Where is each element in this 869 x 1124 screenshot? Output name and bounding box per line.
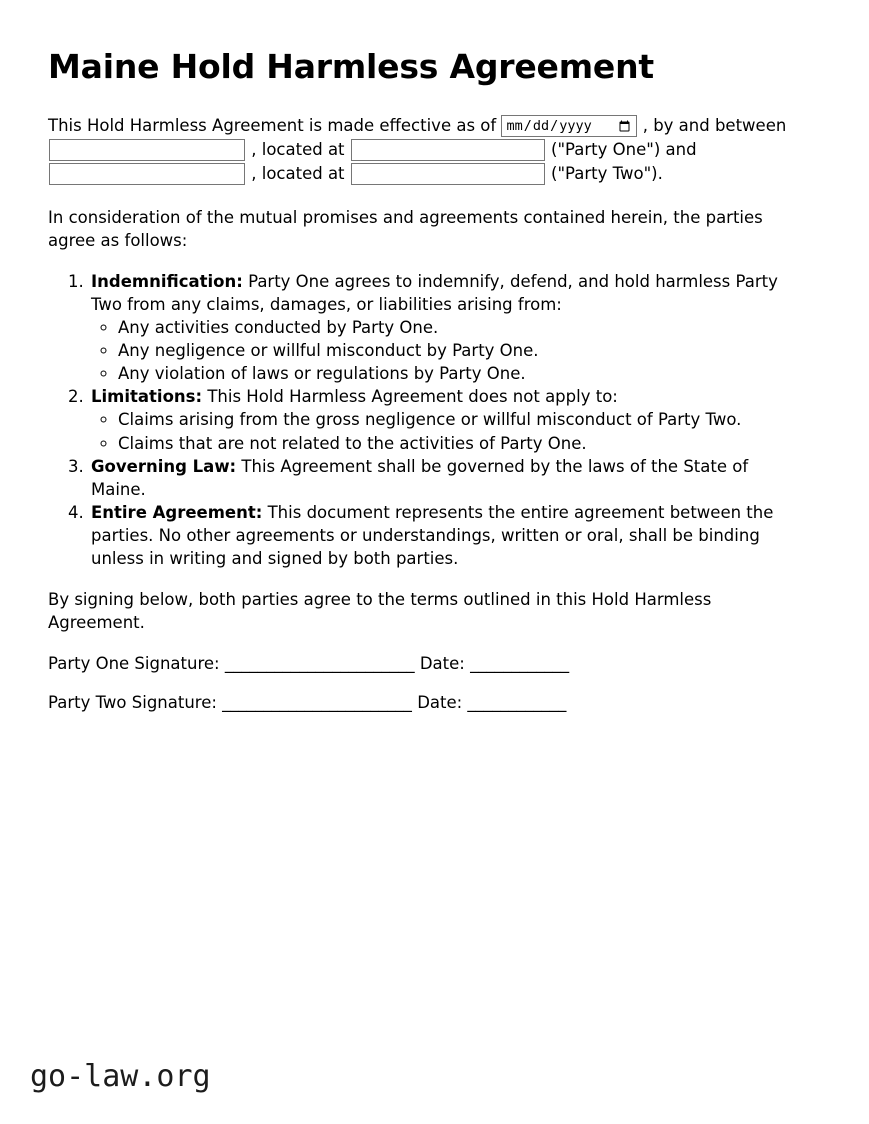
term-heading: Entire Agreement: — [91, 502, 263, 522]
signature-row-party-two — [48, 691, 798, 714]
list-item: ◦ Claims that are not related to the activities of Party One. — [118, 432, 798, 455]
party-one-date-line: ____________ — [464, 654, 570, 674]
party-two-signature-label: Party Two Signature: — [48, 693, 217, 713]
intro-line-3 — [48, 162, 798, 186]
list-item — [89, 455, 798, 501]
term-heading: Limitations: — [91, 387, 203, 407]
list-item: ◦ Any violation of laws or regulations by Party One. — [118, 362, 798, 385]
party-two-located-at-label: , located at — [251, 163, 345, 183]
document-content — [48, 48, 798, 730]
term-text: This document represents the entire agreement between the parties. No other agreements or understandings, written or oral, shall be binding unless in writing and signed by both parties. — [91, 502, 774, 569]
consideration-paragraph: In consideration of the mutual promises and agreements contained herein, the parties agree as follows: — [48, 207, 763, 250]
intro-effective-date-label: This Hold Harmless Agreement is made effective as of — [48, 115, 497, 135]
intro-line-2 — [48, 138, 798, 162]
party-one-address-input[interactable] — [351, 139, 545, 161]
party-two-name-input[interactable] — [49, 163, 245, 185]
term-text: This Hold Harmless Agreement does not apply to: — [202, 387, 618, 407]
intro-paragraph — [48, 114, 798, 186]
term-text: Party One agrees to indemnify, defend, and hold harmless Party Two from any claims, damages, or liabilities arising from: — [91, 271, 778, 314]
term-heading: Governing Law: — [91, 456, 237, 476]
party-one-signature-line: _______________________ — [219, 654, 420, 674]
list-item — [89, 270, 798, 385]
term-sublist — [91, 316, 798, 385]
term-sublist — [91, 408, 798, 454]
effective-date-input[interactable] — [501, 115, 637, 137]
list-item: ◦ Any negligence or willful misconduct by Party One. — [118, 339, 798, 362]
list-item: ◦ Claims arising from the gross negligence or willful misconduct of Party Two. — [118, 408, 798, 431]
closing-paragraph: By signing below, both parties agree to the terms outlined in this Hold Harmless Agreement. — [48, 590, 712, 633]
party-one-suffix-label: ("Party One") and — [551, 139, 697, 159]
party-one-signature-label: Party One Signature: — [48, 654, 220, 674]
party-two-date-label: Date: — [417, 693, 463, 713]
party-two-date-line: ____________ — [462, 693, 567, 713]
term-heading: Indemnification: — [91, 271, 243, 291]
party-two-signature-line: _______________________ — [216, 693, 418, 713]
signature-row-party-one — [48, 652, 798, 675]
terms-list — [48, 270, 798, 570]
party-one-located-at-label: , located at — [251, 139, 345, 159]
party-one-name-input[interactable] — [49, 139, 245, 161]
list-item — [89, 385, 798, 454]
party-one-date-label: Date: — [419, 654, 465, 674]
list-item — [89, 501, 798, 570]
list-item: ◦ Any activities conducted by Party One. — [118, 316, 798, 339]
page-title: Maine Hold Harmless Agreement — [48, 47, 654, 86]
intro-by-and-between-label: , by and between — [642, 115, 787, 135]
party-two-address-input[interactable] — [351, 163, 545, 185]
site-watermark: go-law.org — [30, 1059, 211, 1094]
intro-line-1 — [48, 114, 798, 138]
signature-block — [48, 652, 798, 714]
party-two-suffix-label: ("Party Two"). — [551, 163, 663, 183]
term-text: This Agreement shall be governed by the laws of the State of Maine. — [91, 456, 749, 499]
